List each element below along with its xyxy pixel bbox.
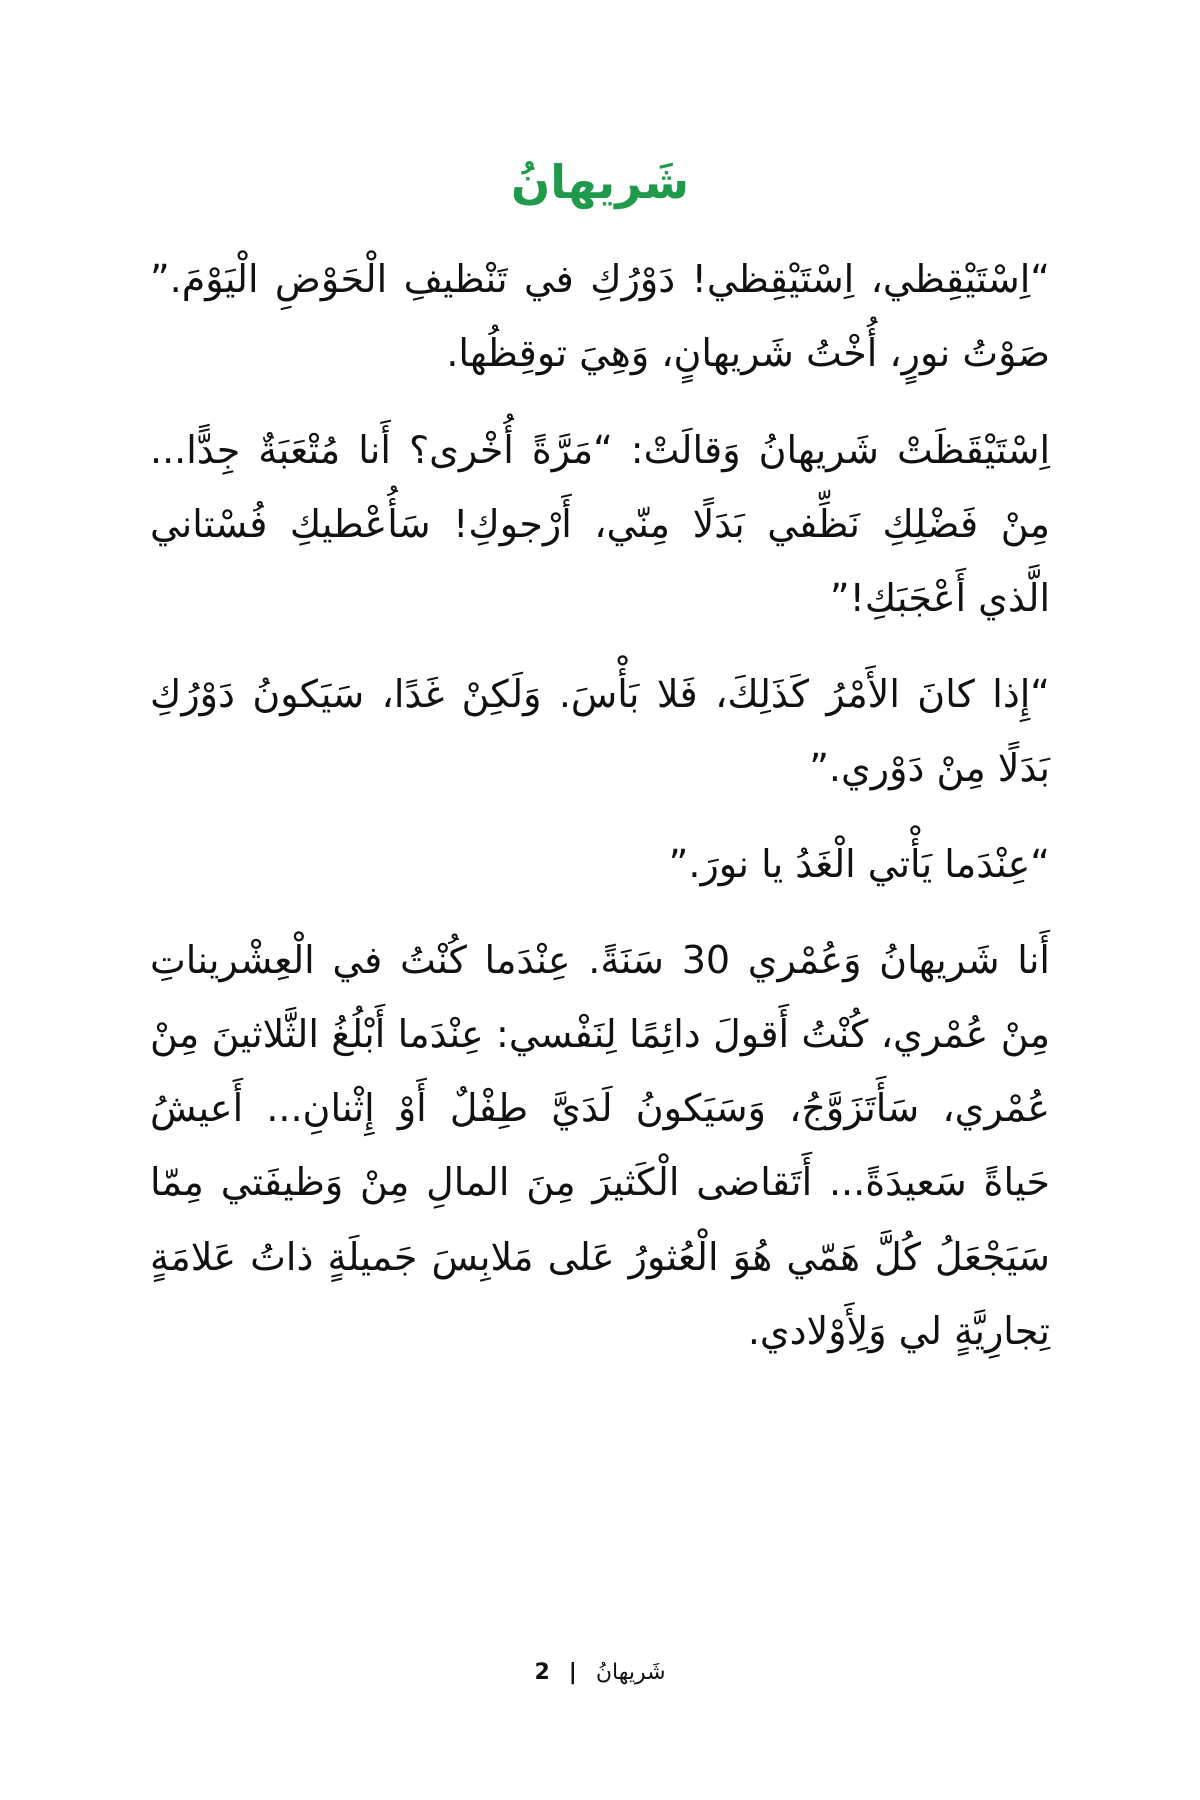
footer-separator: |: [568, 1660, 577, 1685]
story-paragraph: “اِسْتَيْقِظي، اِسْتَيْقِظي! دَوْرُكِ في تَنْظيفِ الْحَوْضِ الْيَوْمَ.” صَوْتُ نورٍ، أُخْتُ شَريهانٍ، وَهِيَ توقِظُها.: [150, 257, 1050, 376]
footer-title: شَريهانُ: [595, 1660, 666, 1685]
page-footer: [0, 1660, 1200, 1685]
story-title: شَريهانُ: [510, 155, 690, 209]
story-paragraph: أَنا شَريهانُ وَعُمْري 30 سَنَةً. عِنْدَما كُنْتُ في الْعِشْريناتِ مِنْ عُمْري، كُنْتُ أَقولَ دائِمًا لِنَفْسي: عِنْدَما أَبْلُغُ الثَّلاثينَ مِنْ عُمْري، سَأَتَزَوَّجُ، وَسَيَكونُ لَدَيَّ طِفْلٌ أَوْ إِثْنانِ... أَعيشُ حَياةً سَعيدَةً... أَتَقاضى الْكَثيرَ مِنَ المالِ مِنْ وَظيفَتي مِمّا سَيَجْعَلُ كُلَّ هَمّي هُوَ الْعُثورُ عَلى مَلابِسَ جَميلَةٍ ذاتُ عَلامَةٍ تِجارِيَّةٍ لي وَلِأَوْلادي.: [150, 938, 1050, 1353]
story-paragraph: اِسْتَيْقَظَتْ شَريهانُ وَقالَتْ: “مَرَّةً أُخْرى؟ أَنا مُتْعَبَةٌ جِدًّا... مِنْ فَضْلِكِ نَظِّفي بَدَلًا مِنّي، أَرْجوكِ! سَأُعْطيكِ فُسْتاني الَّذي أَعْجَبَكِ!”: [150, 427, 1050, 620]
story-paragraph: “إِذا كانَ الأَمْرُ كَذَلِكَ، فَلا بَأْسَ. وَلَكِنْ غَدًا، سَيَكونُ دَوْرُكِ بَدَلًا مِنْ دَوْري.”: [150, 671, 1050, 790]
story-paragraph: “عِنْدَما يَأْتي الْغَدُ يا نورَ.”: [668, 842, 1050, 887]
page-number: 2: [534, 1660, 550, 1685]
